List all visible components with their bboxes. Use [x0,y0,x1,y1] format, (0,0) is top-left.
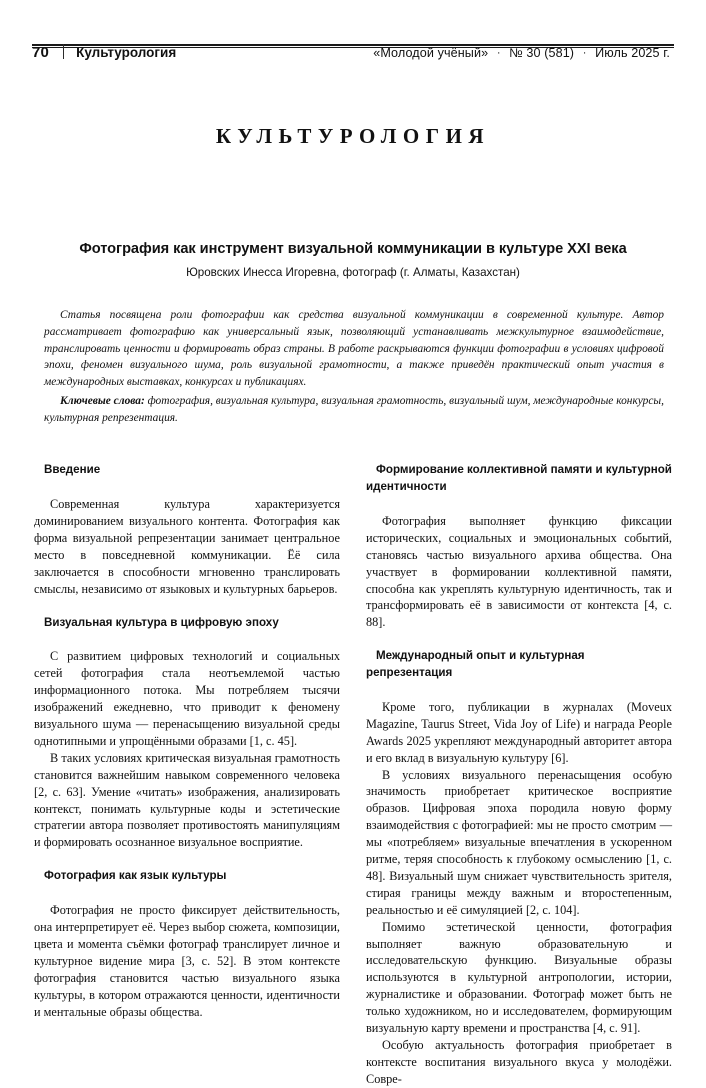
body-columns [32,462,674,1087]
left-paragraph-4: Фотография не просто фиксирует действительность, она интерпретирует её. Через выбор сюжета, композиции, цвета и момента съёмки фотограф транслирует личное и культурное видение мира [3, с. 52]. В этом контексте фотография становится частью визуального языка культуры, в котором отражаются ценности, идентичности и ментальные образы общества. [34,903,340,1019]
left-paragraph-1: Современная культура характеризуется доминированием визуального контента. Фотография как форма визуальной репрезентации занимает центральное место в повседневной коммуникации. Ёё сила заключается в способности мгновенно транслировать смыслы, независимо от языковых и культурных барьеров. [34,497,340,596]
issue-number: № 30 (581) [509,46,575,60]
spacer [34,479,340,496]
header-divider [63,44,64,59]
keywords-line [44,393,664,427]
right-column [366,462,672,1087]
keywords-values: фотография, визуальная культура, визуальная грамотность, визуальный шум, международные конкурсы, культурная репрезентация. [44,394,664,424]
article-title: Фотография как инструмент визуальной коммуникации в культуре XXI века [79,241,627,257]
issue-date: Июль 2025 г. [595,46,670,60]
left-heading-introduction: Введение [44,463,101,477]
running-header-right [373,46,674,60]
right-paragraph-1: Фотография выполняет функцию фиксации исторических, социальных и эмоциональных событий, становясь частью визуального архива общества. Она участвует в формировании коллективной памяти, способна как укреплять культурную идентичность, так и трансформировать её в зависимости от контекста [4, с. 88]. [366,513,672,630]
abstract-block [32,307,674,426]
spacer [366,631,672,648]
right-heading-collective-memory: Формирование коллективной памяти и культурной идентичности [366,463,672,494]
right-paragraph-5: Особую актуальность фотография приобретает в контексте воспитания визуального вкуса у молодёжи. Совре- [366,1038,672,1086]
header-separator-2: · [582,47,587,59]
page-number: 70 [32,44,50,61]
running-header-left [32,42,176,61]
spacer [34,631,340,648]
left-heading-language-of-culture: Фотография как язык культуры [44,869,227,883]
right-heading-international-experience: Международный опыт и культурная репрезентация [366,649,585,680]
spacer [34,851,340,868]
spacer [366,682,672,699]
left-heading-visual-culture: Визуальная культура в цифровую эпоху [44,615,279,629]
left-column [34,462,340,1087]
abstract-text: Статья посвящена роли фотографии как средства визуальной коммуникации в современной культуре. Автор рассматривает фотографию как универсальный язык, позволяющий устанавливать межкультурное взаимодействие, транслировать ценности и формировать образ страны. В работе раскрываются функции фотографии в условиях цифровой эпохи, феномен визуального шума, роль визуальной грамотности, а также приведён практический опыт участия в международных выставках, конкурсах и публикациях. [44,309,664,389]
header-separator-1: · [496,47,501,59]
journal-name: «Молодой учёный» [373,46,489,60]
left-paragraph-2: С развитием цифровых технологий и социальных сетей фотография стала неотъемлемой частью информационного потока. Мы потребляем тысячи изображений ежедневно, что приводит к феномену визуального шума — перенасыщению визуальной среды однотипными и упрощёнными образами [1, с. 45]. [34,649,340,748]
right-paragraph-2: Кроме того, публикации в журналах (Moveux Magazine, Taurus Street, Vida Joy of Life) и награда People Awards 2025 укрепляют международный авторитет автора и его вклад в визуальную культуру [6]. [366,699,672,765]
spacer [366,496,672,513]
article-author: Юровских Инесса Игоревна, фотограф (г. Алматы, Казахстан) [186,266,520,279]
right-paragraph-3: В условиях визуального перенасыщения особую значимость приобретает критическое восприятие образов. Цифровая эпоха породила новую форму взаимодействия с фотографией: мы не просто смотрим — мы «потребляем» визуальные впечатления в ускоренном ритме, теряя способность к глубокому осмыслению [1, с. 48]. Визуальный шум снижает чувствительность зрителя, стирая границы между важным и второстепенным, реальностью и её симуляцией [2, с. 104]. [366,767,672,917]
header-section-name: Культурология [76,45,177,60]
spacer [34,885,340,902]
left-paragraph-3: В таких условиях критическая визуальная грамотность становится важнейшим навыком современного человека [2, с. 63]. Умение «читать» изображения, анализировать контекст, понимать культурные коды и эстетические стратегии автора позволяет противостоять манипуляциям и формировать осознанное визуальное восприятие. [34,750,340,850]
right-paragraph-4: Помимо эстетической ценности, фотография выполняет важную образовательную и исследовательскую функцию. Визуальные образы используются в культурной антропологии, истории, журналистике и образовании. Фотограф может быть не только художником, но и исследователем, формирующим визуальную карту времени и пространства [4, с. 91]. [366,919,672,1036]
keywords-label: Ключевые слова: [60,394,145,407]
running-header [32,0,674,61]
section-super-title: КУЛЬТУРОЛОГИЯ [215,124,491,148]
spacer [34,598,340,615]
